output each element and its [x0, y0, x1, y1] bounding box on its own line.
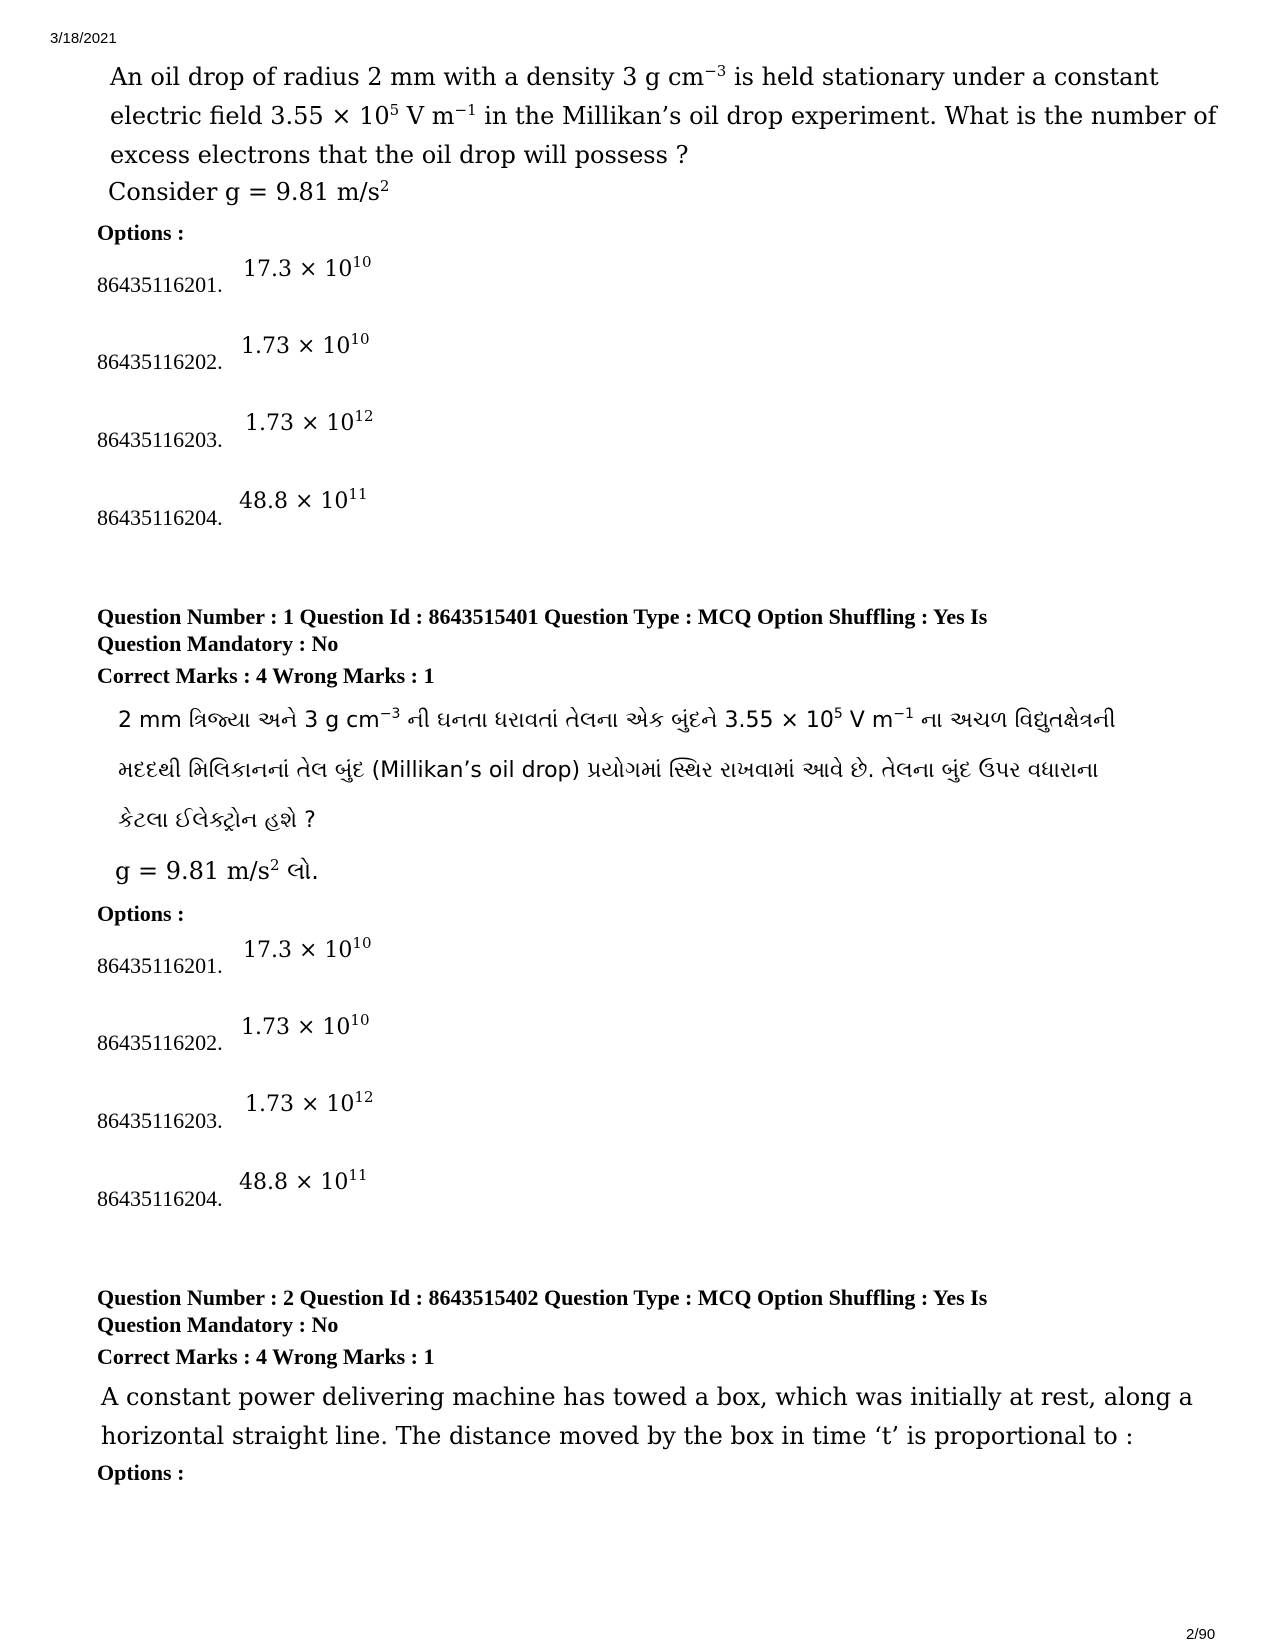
options-label: Options : [97, 901, 185, 926]
question-line: કેટલા ઈલેક્ટ્રોન હશે ? [118, 808, 316, 833]
options-label: Options : [97, 220, 185, 245]
option-value: $1.73 \times 10^{10}$ [241, 330, 370, 359]
option-id: 86435116201. [97, 953, 223, 978]
question-line: An oil drop of radius 2 mm with a density 3 g $cm^{-3}$ is held stationary under a constant [110, 62, 1159, 91]
question-line: A constant power delivering machine has towed a box, which was initially at rest, along a [101, 1383, 1193, 1411]
option-value: $17.3 \times 10^{10}$ [243, 934, 372, 963]
question-marks: Correct Marks : 4 Wrong Marks : 1 [97, 663, 435, 688]
question-meta: Question Number : 2 Question Id : 8643515402 Question Type : MCQ Option Shuffling : Yes Is [97, 1285, 988, 1310]
question-marks: Correct Marks : 4 Wrong Marks : 1 [97, 1344, 435, 1369]
superscript: 5 [833, 706, 843, 722]
option-id: 86435116203. [97, 1108, 223, 1133]
superscript: 2 [379, 177, 390, 195]
superscript: −3 [379, 706, 401, 722]
option-id: 86435116201. [97, 272, 223, 297]
option-id: 86435116202. [97, 1030, 223, 1055]
question-text-english [101, 1378, 1193, 1456]
options-label: Options : [97, 1460, 185, 1485]
option-value: $17.3 \times 10^{10}$ [243, 253, 372, 282]
option-id: 86435116204. [97, 1186, 223, 1211]
option-value: $1.73 \times 10^{12}$ [245, 1088, 374, 1117]
print-date: 3/18/2021 [50, 30, 117, 47]
option-value: $48.8 \times 10^{11}$ [239, 1166, 368, 1195]
question-text-gujarati [118, 696, 1198, 846]
given-value: Consider g = 9.81 $m/s^2$ [108, 177, 390, 206]
question-line: excess electrons that the oil drop will possess ? [110, 141, 689, 169]
question-line: horizontal straight line. The distance moved by the box in time ‘t’ is proportional to : [101, 1422, 1134, 1450]
question-line: મદદથી મિલિકાનનાં તેલ બુંદ (Millikan’s oil drop) પ્રયોગમાં સ્થિર રાખવામાં આવે છે. તેલના બુંદ ઉપર વધારાના [118, 758, 1099, 783]
question-meta: Question Mandatory : No [97, 1312, 339, 1337]
question-meta: Question Number : 1 Question Id : 8643515401 Question Type : MCQ Option Shuffling : Yes Is [97, 604, 988, 629]
page-number: 2/90 [1186, 1626, 1216, 1643]
question-meta: Question Mandatory : No [97, 631, 339, 656]
option-value: $1.73 \times 10^{10}$ [241, 1011, 370, 1040]
option-id: 86435116204. [97, 505, 223, 530]
option-id: 86435116202. [97, 349, 223, 374]
superscript: −3 [704, 62, 727, 80]
superscript: −1 [893, 706, 914, 722]
question-text-english [110, 58, 1217, 175]
question-line: 2 mm ત્રિજ્યા અને 3 g $cm^{-3}$ ની ઘનતા ધરાવતાં તેલના એક બુંદને $3.55 \times 10^5$ V $m^{-1}$ ના અચળ વિદ્યુતક્ષેત્રની [118, 706, 1116, 733]
superscript: −1 [454, 101, 477, 119]
option-value: $1.73 \times 10^{12}$ [245, 407, 374, 436]
superscript: 2 [269, 856, 280, 874]
given-value: g = 9.81 $m/s^2$ લો. [115, 856, 319, 885]
question-line: electric field $3.55 \times 10^5$ V $m^{-1}$ in the Millikan’s oil drop experiment. What is the number of [110, 101, 1217, 130]
option-value: $48.8 \times 10^{11}$ [239, 485, 368, 514]
superscript: 5 [389, 101, 400, 119]
option-id: 86435116203. [97, 427, 223, 452]
